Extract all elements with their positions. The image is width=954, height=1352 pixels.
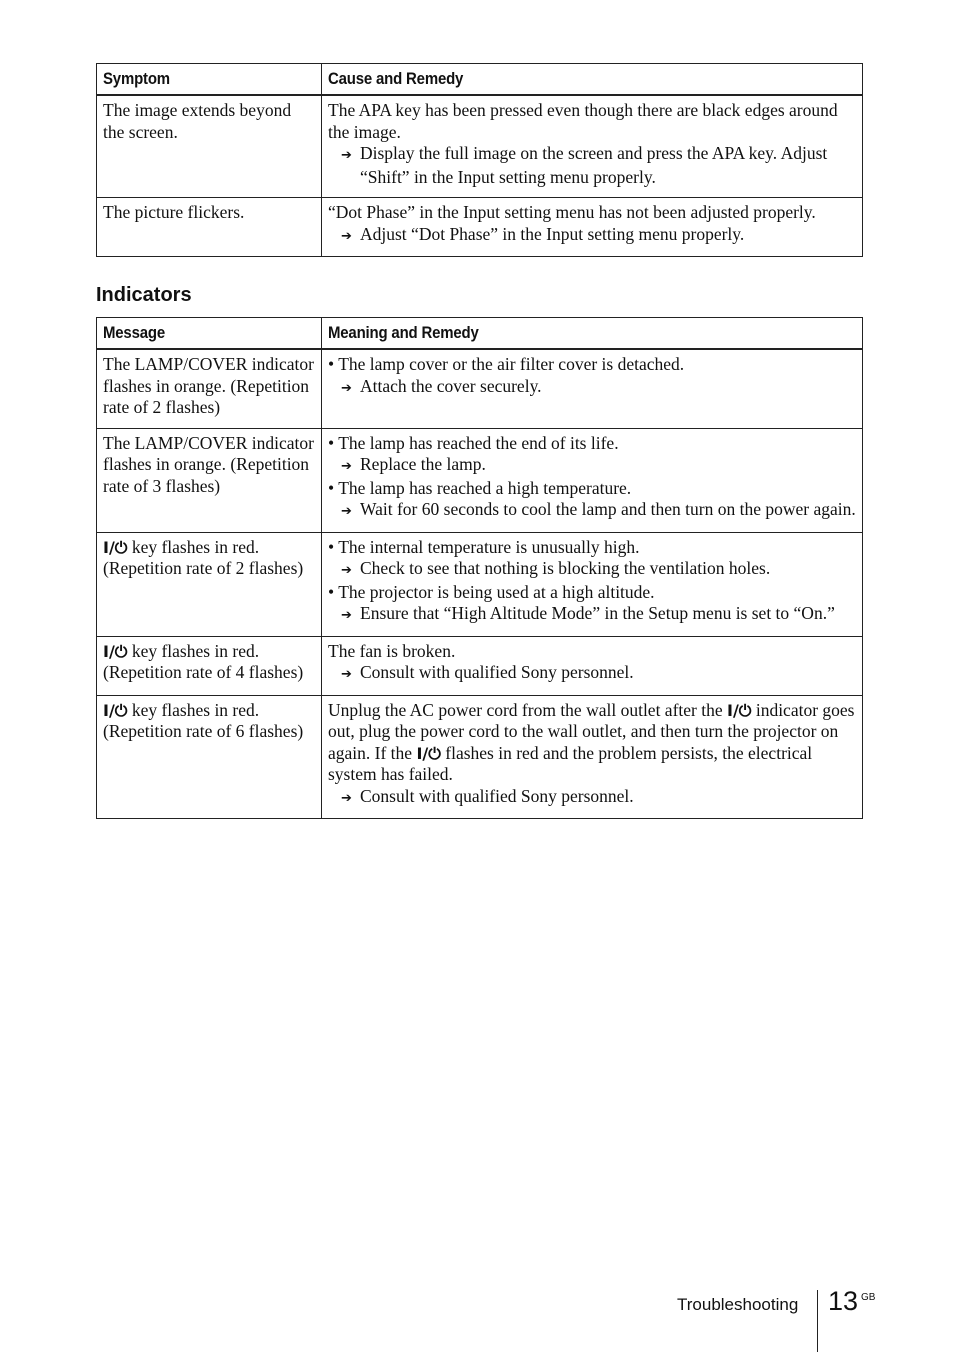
remedy-line: ➔ Attach the cover securely. bbox=[328, 376, 856, 400]
meaning-cell bbox=[322, 349, 863, 428]
cause-cell bbox=[322, 95, 863, 198]
bullet-item: • The internal temperature is unusually high. bbox=[328, 536, 640, 557]
header-message: Message bbox=[97, 318, 322, 350]
arrow-right-icon: ➔ bbox=[341, 148, 352, 163]
table-row bbox=[97, 428, 863, 532]
message-cell: I/⏻ key flashes in red. (Repetition rate of 6 flashes) bbox=[97, 695, 322, 819]
header-symptom: Symptom bbox=[97, 64, 322, 96]
message-cell: The LAMP/COVER indicator flashes in orange. (Repetition rate of 3 flashes) bbox=[97, 428, 322, 532]
arrow-right-icon: ➔ bbox=[341, 563, 352, 578]
power-icon: I/⏻ bbox=[103, 537, 128, 557]
remedy-line: ➔ Check to see that nothing is blocking the ventilation holes. bbox=[328, 558, 856, 582]
cause-text: “Dot Phase” in the Input setting menu has not been adjusted properly. bbox=[328, 202, 816, 222]
page-number: 13 bbox=[828, 1286, 859, 1316]
table-row bbox=[97, 695, 863, 819]
power-icon: I/⏻ bbox=[103, 641, 128, 661]
arrow-right-icon: ➔ bbox=[341, 459, 352, 474]
header-meaning-remedy: Meaning and Remedy bbox=[322, 318, 863, 350]
remedy-line: ➔ Ensure that “High Altitude Mode” in the Setup menu is set to “On.” bbox=[328, 603, 856, 627]
page-suffix: GB bbox=[861, 1292, 876, 1303]
footer-section-label: Troubleshooting bbox=[677, 1295, 799, 1314]
arrow-right-icon: ➔ bbox=[341, 790, 352, 806]
message-cell: I/⏻ key flashes in red. (Repetition rate of 2 flashes) bbox=[97, 532, 322, 636]
footer-divider bbox=[817, 1290, 818, 1352]
arrow-right-icon: ➔ bbox=[341, 380, 352, 396]
power-icon: I/⏻ bbox=[727, 700, 752, 720]
cause-text: The APA key has been pressed even though there are black edges around the image. bbox=[328, 100, 838, 142]
remedy-line: ➔ Consult with qualified Sony personnel. bbox=[328, 662, 856, 686]
symptom-table bbox=[96, 63, 863, 257]
meaning-cell: Unplug the AC power cord from the wall outlet after the I/⏻ indicator goes out, plug the power cord to the wall outlet, and then turn the projector on again. If the I/⏻ flashes in red and the problem persists, the electrical system has failed. ➔ Consult with qualified Sony personnel. bbox=[322, 695, 863, 819]
power-icon: I/⏻ bbox=[416, 743, 441, 763]
remedy-line: ➔ Consult with qualified Sony personnel. bbox=[328, 786, 856, 810]
arrow-right-icon: ➔ bbox=[341, 667, 352, 682]
cause-cell bbox=[322, 198, 863, 257]
bullet-item: • The lamp has reached the end of its life. bbox=[328, 432, 619, 453]
table-row bbox=[97, 636, 863, 695]
arrow-right-icon: ➔ bbox=[341, 608, 352, 623]
meaning-cell bbox=[322, 428, 863, 532]
power-icon: I/⏻ bbox=[103, 700, 128, 720]
meaning-cell: The fan is broken. ➔ Consult with qualified Sony personnel. bbox=[322, 636, 863, 695]
section-title: Indicators bbox=[96, 284, 192, 306]
bullet-item: • The projector is being used at a high altitude. bbox=[328, 581, 655, 602]
symptom-cell: The image extends beyond the screen. bbox=[97, 95, 322, 198]
header-cause-remedy: Cause and Remedy bbox=[322, 64, 863, 96]
table-row bbox=[97, 95, 863, 198]
symptom-cell: The picture flickers. bbox=[97, 198, 322, 257]
message-cell: I/⏻ key flashes in red. (Repetition rate of 4 flashes) bbox=[97, 636, 322, 695]
bullet-item: • The lamp cover or the air filter cover is detached. bbox=[328, 354, 685, 374]
bullet-item: • The lamp has reached a high temperature. bbox=[328, 477, 632, 498]
remedy-line: ➔ Replace the lamp. bbox=[328, 454, 856, 478]
remedy-line: ➔ Wait for 60 seconds to cool the lamp and then turn on the power again. bbox=[328, 499, 856, 523]
arrow-right-icon: ➔ bbox=[341, 504, 352, 519]
indicator-table bbox=[96, 317, 863, 819]
table-row bbox=[97, 532, 863, 636]
arrow-right-icon: ➔ bbox=[341, 228, 352, 244]
remedy-line: ➔ Adjust “Dot Phase” in the Input setting menu properly. bbox=[328, 224, 856, 248]
message-cell: The LAMP/COVER indicator flashes in orange. (Repetition rate of 2 flashes) bbox=[97, 349, 322, 428]
meaning-cell bbox=[322, 532, 863, 636]
remedy-line: ➔ Display the full image on the screen and press the APA key. Adjust “Shift” in the Input setting menu properly. bbox=[341, 143, 828, 187]
table-row bbox=[97, 198, 863, 257]
table-row bbox=[97, 349, 863, 428]
